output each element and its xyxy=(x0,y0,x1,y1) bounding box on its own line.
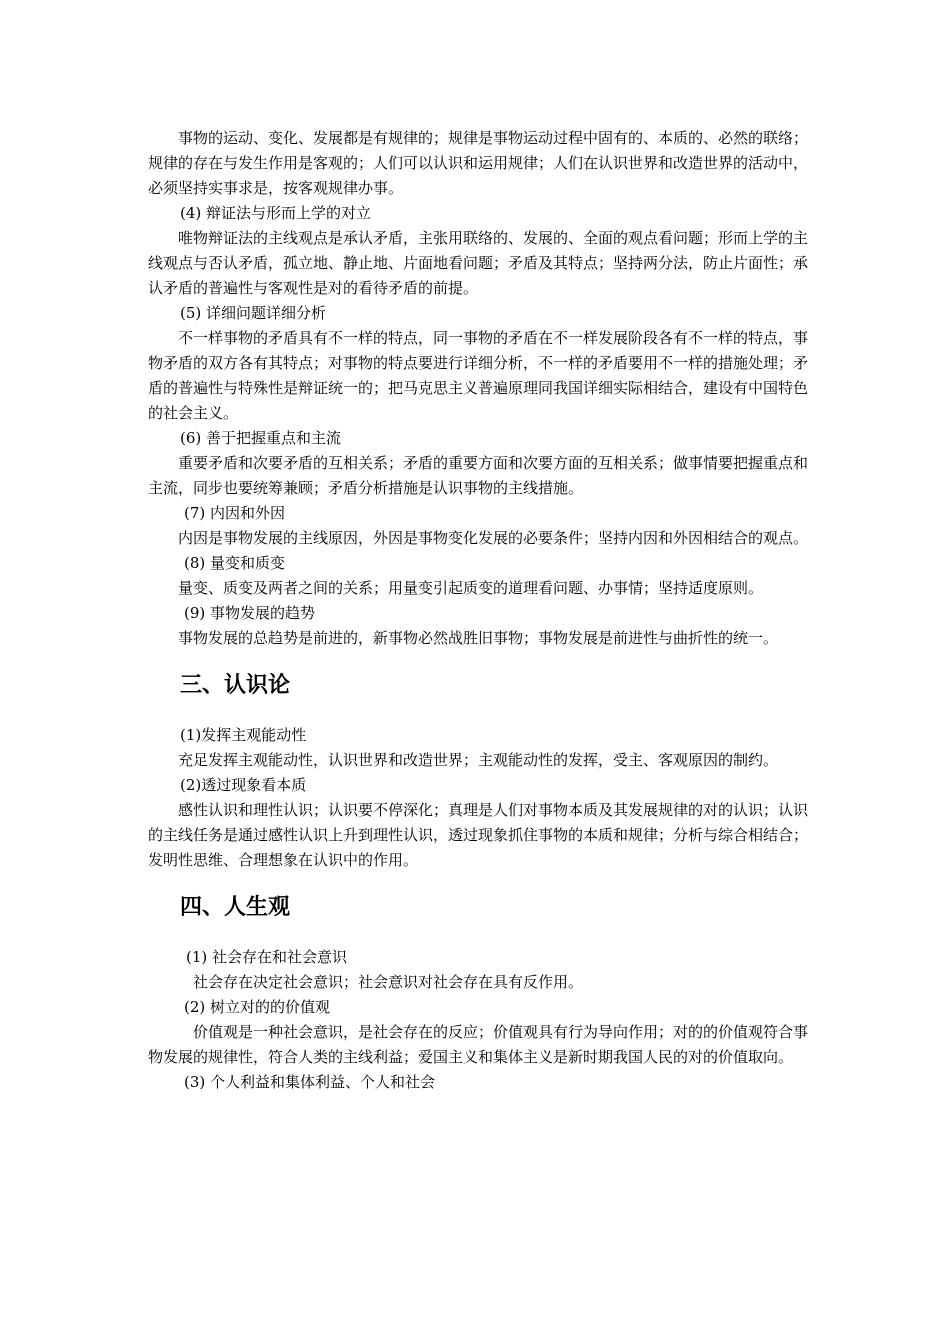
paragraph-internal-external: 内因是事物发展的主线原因，外因是事物变化发展的必要条件；坚持内因和外因相结合的观点。 xyxy=(178,529,809,547)
subheading-specific-analysis: (5) 详细问题详细分析 xyxy=(180,304,327,322)
subheading-essence: (2)透过现象看本质 xyxy=(180,776,307,794)
subheading-quantity-quality: (8) 量变和质变 xyxy=(184,554,286,572)
section-heading-outlook-on-life: 四、人生观 xyxy=(180,895,291,920)
paragraph-key-points: 重要矛盾和次要矛盾的互相关系；矛盾的重要方面和次要方面的互相关系；做事情要把握重点和主流，同步也要统筹兼顾；矛盾分析措施是认识事物的主线措施。 xyxy=(148,454,809,497)
subheading-development-trend: (9) 事物发展的趋势 xyxy=(184,604,316,622)
paragraph-law: 事物的运动、变化、发展都是有规律的；规律是事物运动过程中固有的、本质的、必然的联络；规律的存在与发生作用是客观的；人们可以认识和运用规律；人们在认识世界和改造世界的活动中，必须坚持实事求是，按客观规律办事。 xyxy=(148,129,809,197)
section-heading-epistemology: 三、认识论 xyxy=(180,673,291,698)
paragraph-development-trend: 事物发展的总趋势是前进的，新事物必然战胜旧事物；事物发展是前进性与曲折性的统一。 xyxy=(178,629,779,647)
subheading-individual-collective: (3) 个人利益和集体利益、个人和社会 xyxy=(184,1073,436,1091)
subheading-internal-external: (7) 内因和外因 xyxy=(184,504,286,522)
paragraph-essence: 感性认识和理性认识；认识要不停深化；真理是人们对事物本质及其发展规律的对的认识；认识的主线任务是通过感性认识上升到理性认识，透过现象抓住事物的本质和规律；分析与综合相结合；发明性思维、合理想象在认识中的作用。 xyxy=(148,801,809,869)
paragraph-values: 价值观是一种社会意识，是社会存在的反应；价值观具有行为导向作用；对的的价值观符合事物发展的规律性，符合人类的主线利益；爱国主义和集体主义是新时期我国人民的对的价值取向。 xyxy=(148,1023,809,1066)
subheading-values: (2) 树立对的的价值观 xyxy=(184,998,331,1016)
paragraph-social-existence: 社会存在决定社会意识；社会意识对社会存在具有反作用。 xyxy=(193,973,584,991)
paragraph-quantity-quality: 量变、质变及两者之间的关系；用量变引起质变的道理看问题、办事情；坚持适度原则。 xyxy=(178,579,764,597)
paragraph-initiative: 充足发挥主观能动性，认识世界和改造世界；主观能动性的发挥，受主、客观原因的制约。 xyxy=(178,751,779,769)
spacer xyxy=(148,701,808,723)
spacer xyxy=(148,873,808,893)
subheading-social-existence: (1) 社会存在和社会意识 xyxy=(186,948,348,966)
spacer xyxy=(148,651,808,671)
subheading-key-points: (6) 善于把握重点和主流 xyxy=(180,429,342,447)
paragraph-specific-analysis: 不一样事物的矛盾具有不一样的特点，同一事物的矛盾在不一样发展阶段各有不一样的特点，事物矛盾的双方各有其特点；对事物的特点要进行详细分析，不一样的矛盾要用不一样的措施处理；矛盾的普遍性与特殊性是辩证统一的；把马克思主义普遍原理同我国详细实际相结合，建设有中国特色的社会主义。 xyxy=(148,329,809,422)
subheading-dialectics: (4) 辩证法与形而上学的对立 xyxy=(180,204,372,222)
paragraph-dialectics: 唯物辩证法的主线观点是承认矛盾，主张用联络的、发展的、全面的观点看问题；形而上学的主线观点与否认矛盾，孤立地、静止地、片面地看问题；矛盾及其特点；坚持两分法，防止片面性；承认矛盾的普遍性与客观性是对的看待矛盾的前提。 xyxy=(148,229,809,297)
subheading-initiative: (1)发挥主观能动性 xyxy=(180,726,307,744)
document-page xyxy=(148,126,808,1095)
spacer xyxy=(148,923,808,945)
